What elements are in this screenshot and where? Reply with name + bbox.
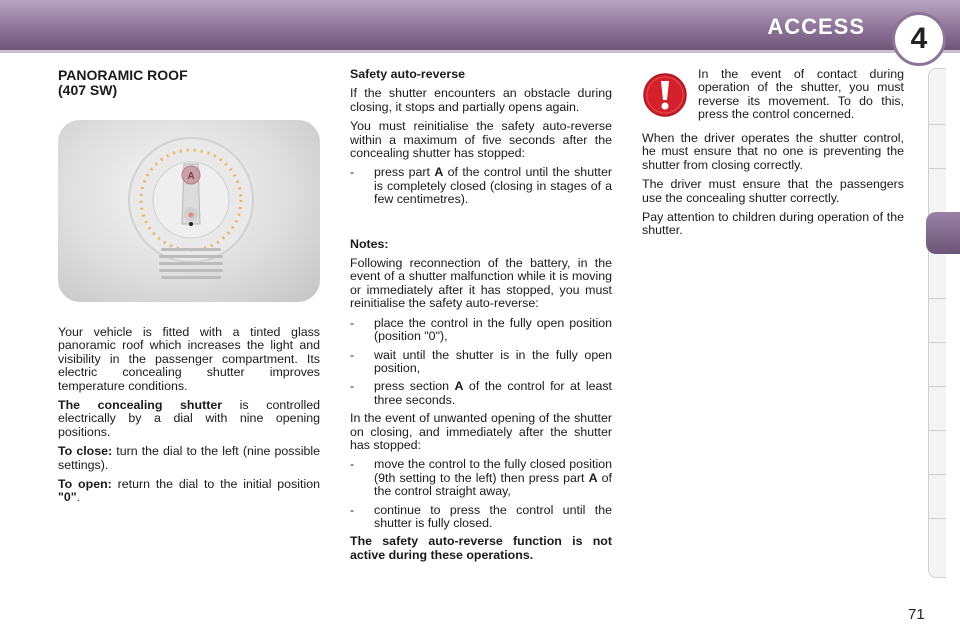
- open-end: .: [76, 490, 81, 505]
- part-a-ref: A: [454, 379, 464, 394]
- tab-divider: [928, 298, 946, 299]
- notes-bullet-4: [350, 458, 612, 498]
- part-a-ref: A: [434, 165, 444, 180]
- bullet-dash: -: [350, 379, 355, 394]
- passenger-paragraph: The driver must ensure that the passengers use the concealing shutter correctly.: [642, 177, 904, 205]
- chapter-title: ACCESS: [767, 14, 865, 39]
- safety-title: Safety auto-reverse: [350, 67, 466, 81]
- tab-divider: [928, 430, 946, 431]
- tab-divider: [928, 168, 946, 169]
- warning-block: [642, 68, 904, 130]
- final-warning: The safety auto-reverse function is not active during these operations.: [350, 534, 612, 562]
- notes-bullet-2: [350, 349, 612, 376]
- notes-bullet-5: [350, 504, 612, 531]
- shutter-paragraph: [58, 399, 320, 439]
- bullet-dash: -: [350, 502, 355, 517]
- page-number: 71: [908, 606, 925, 623]
- bullet-text: of the control for at least three seconds.: [374, 379, 612, 407]
- warning-text: In the event of contact during operation of the shutter, you must reverse its movement. To do this, press the control concerned.: [698, 67, 904, 122]
- bullet-text: press section: [374, 379, 455, 394]
- tab-divider: [928, 124, 946, 125]
- column-right: [642, 68, 904, 244]
- bullet-text: press part: [374, 165, 435, 180]
- part-a-ref: A: [588, 470, 598, 485]
- section-subtitle: (407 SW): [58, 82, 118, 98]
- tab-divider: [928, 518, 946, 519]
- bullet-text: place the control in the fully open position (position "0"),: [374, 315, 612, 344]
- notes-paragraph-1: Following reconnection of the battery, in the event of a shutter malfunction while it is moving or immediately after it has stopped, you must reinitialise the safety auto-reverse:: [350, 256, 612, 311]
- tab-divider: [928, 474, 946, 475]
- bullet-text: of the control until the shutter is completely closed (closing in stages of a few centimetres).: [374, 165, 612, 207]
- notes-bullet-3: [350, 380, 612, 407]
- bullet-dash: -: [350, 315, 355, 330]
- column-middle: [350, 68, 612, 568]
- chapter-number-badge: 4: [892, 12, 946, 66]
- control-label-a: A: [187, 171, 195, 182]
- shutter-text: is controlled electrically by a dial with nine opening positions.: [58, 398, 320, 439]
- chapter-tabs: [928, 68, 946, 578]
- roof-control-photo: [58, 120, 320, 302]
- bullet-text: wait until the shutter is in the fully open position,: [374, 347, 612, 375]
- children-paragraph: Pay attention to children during operation of the shutter.: [642, 210, 904, 238]
- tab-divider: [928, 386, 946, 387]
- intro-paragraph: Your vehicle is fitted with a tinted glass panoramic roof which increases the light and visibility in the passenger compartment. Its electric concealing shutter improves temperature conditions.: [58, 325, 320, 393]
- notes-paragraph-2: In the event of unwanted opening of the shutter on closing, and immediately after the shutter has stopped:: [350, 411, 612, 452]
- bullet-text: move the control to the fully closed position (9th setting to the left) then press part: [374, 457, 612, 485]
- open-paragraph: [58, 478, 320, 505]
- exclamation-warning-icon: [642, 72, 688, 118]
- safety-paragraph-1: If the shutter encounters an obstacle during closing, it stops and partially opens again.: [350, 86, 612, 114]
- notes-bullet-1: [350, 317, 612, 344]
- safety-bullet-1: [350, 166, 612, 206]
- open-value: "0": [58, 490, 77, 505]
- safety-paragraph-2: You must reinitialise the safety auto-reverse within a maximum of five seconds after the concealing shutter has stopped:: [350, 119, 612, 161]
- active-chapter-tab[interactable]: [926, 212, 960, 254]
- close-text: turn the dial to the left (nine possible settings).: [58, 444, 320, 472]
- bullet-dash: -: [350, 165, 355, 180]
- bullet-text: of the control straight away,: [374, 470, 612, 499]
- section-title: PANORAMIC ROOF: [58, 67, 188, 83]
- header-divider: [0, 50, 960, 53]
- notes-title: Notes:: [350, 236, 389, 251]
- bullet-dash: -: [350, 347, 355, 362]
- driver-paragraph: When the driver operates the shutter control, he must ensure that no one is preventing the shutter from closing correctly.: [642, 131, 904, 172]
- close-label: To close:: [58, 444, 113, 459]
- column-left: [58, 68, 320, 511]
- tab-divider: [928, 342, 946, 343]
- close-paragraph: [58, 445, 320, 472]
- open-text: return the dial to the initial position: [111, 477, 320, 492]
- open-label: To open:: [58, 477, 112, 492]
- shutter-label: The concealing shutter: [58, 398, 223, 413]
- bullet-text: continue to press the control until the shutter is fully closed.: [374, 502, 612, 530]
- bullet-dash: -: [350, 457, 355, 472]
